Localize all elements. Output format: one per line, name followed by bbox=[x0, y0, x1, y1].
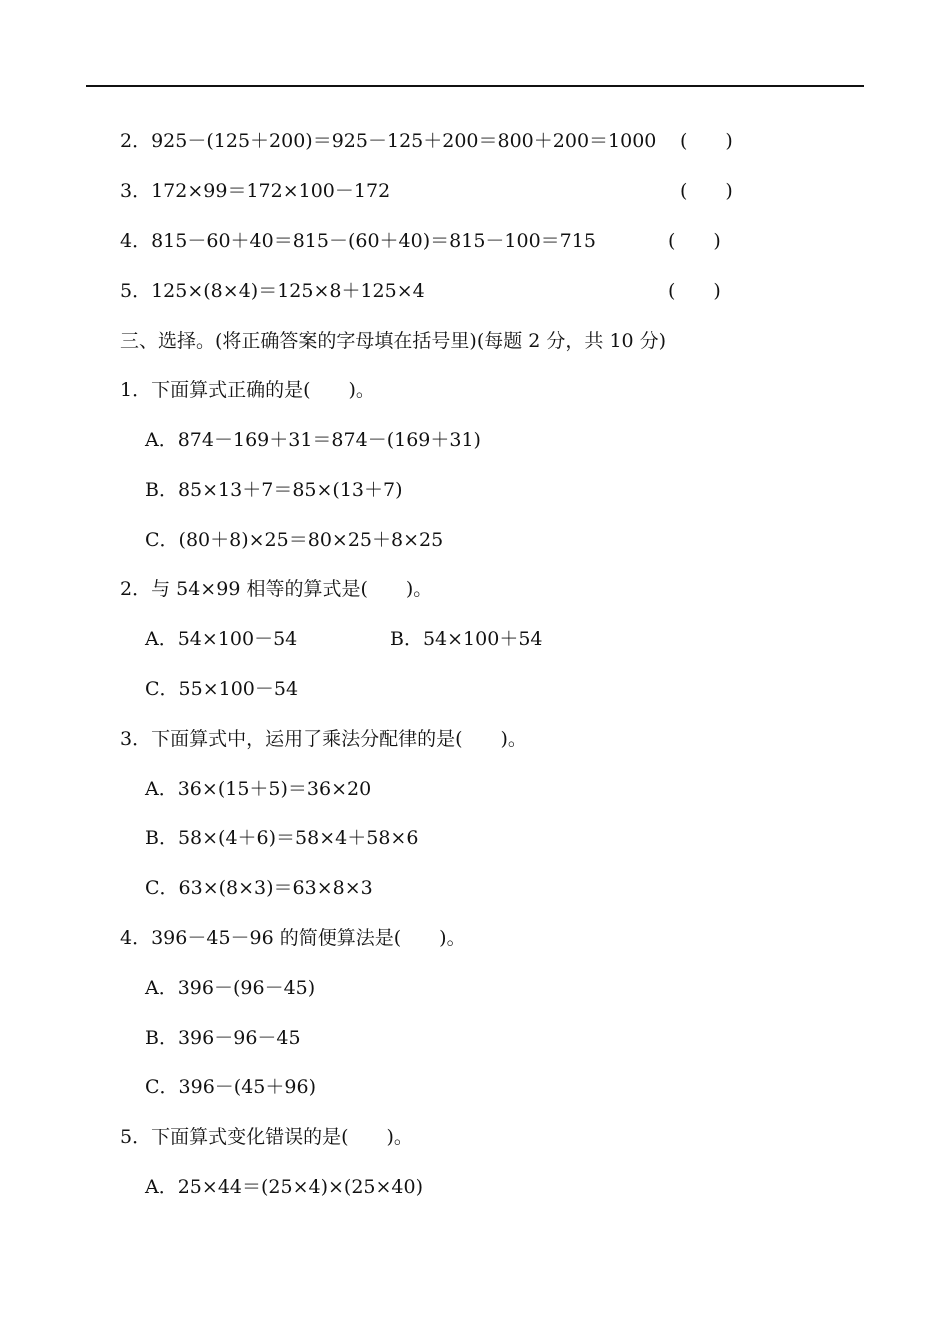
question-stem-5: 5．下面算式变化错误的是( )。 bbox=[120, 1126, 413, 1148]
judge-item-5: 5．125×(8×4)＝125×8＋125×4 bbox=[120, 280, 425, 302]
judge-item-3: 3．172×99＝172×100－172 bbox=[120, 180, 391, 202]
judge-answer-blank-3[interactable]: ( ) bbox=[680, 180, 733, 202]
option-4c: C．396－(45＋96) bbox=[145, 1076, 316, 1098]
option-3c: C．63×(8×3)＝63×8×3 bbox=[145, 877, 373, 899]
section-heading: 三、选择。(将正确答案的字母填在括号里)(每题 2 分，共 10 分) bbox=[120, 330, 667, 352]
option-1a: A．874－169＋31＝874－(169＋31) bbox=[145, 429, 481, 451]
judge-item-4: 4．815－60＋40＝815－(60＋40)＝815－100＝715 bbox=[120, 230, 596, 252]
option-2b: B．54×100＋54 bbox=[390, 628, 543, 650]
question-stem-3: 3．下面算式中，运用了乘法分配律的是( )。 bbox=[120, 728, 527, 750]
judge-answer-blank-4[interactable]: ( ) bbox=[668, 230, 721, 252]
option-2a: A．54×100－54 bbox=[145, 628, 298, 650]
option-2c: C．55×100－54 bbox=[145, 678, 299, 700]
question-stem-4: 4．396－45－96 的简便算法是( )。 bbox=[120, 927, 466, 949]
option-3a: A．36×(15＋5)＝36×20 bbox=[145, 778, 372, 800]
judge-item-2: 2．925－(125＋200)＝925－125＋200＝800＋200＝1000 bbox=[120, 130, 657, 152]
option-3b: B．58×(4＋6)＝58×4＋58×6 bbox=[145, 827, 419, 849]
option-1c: C．(80＋8)×25＝80×25＋8×25 bbox=[145, 529, 444, 551]
judge-answer-blank-2[interactable]: ( ) bbox=[680, 130, 733, 152]
option-4b: B．396－96－45 bbox=[145, 1027, 301, 1049]
option-1b: B．85×13＋7＝85×(13＋7) bbox=[145, 479, 403, 501]
question-stem-2: 2．与 54×99 相等的算式是( )。 bbox=[120, 578, 433, 600]
option-5a: A．25×44＝(25×4)×(25×40) bbox=[145, 1176, 424, 1198]
option-4a: A．396－(96－45) bbox=[145, 977, 316, 999]
judge-answer-blank-5[interactable]: ( ) bbox=[668, 280, 721, 302]
header-rule bbox=[86, 85, 864, 87]
question-stem-1: 1．下面算式正确的是( )。 bbox=[120, 379, 375, 401]
